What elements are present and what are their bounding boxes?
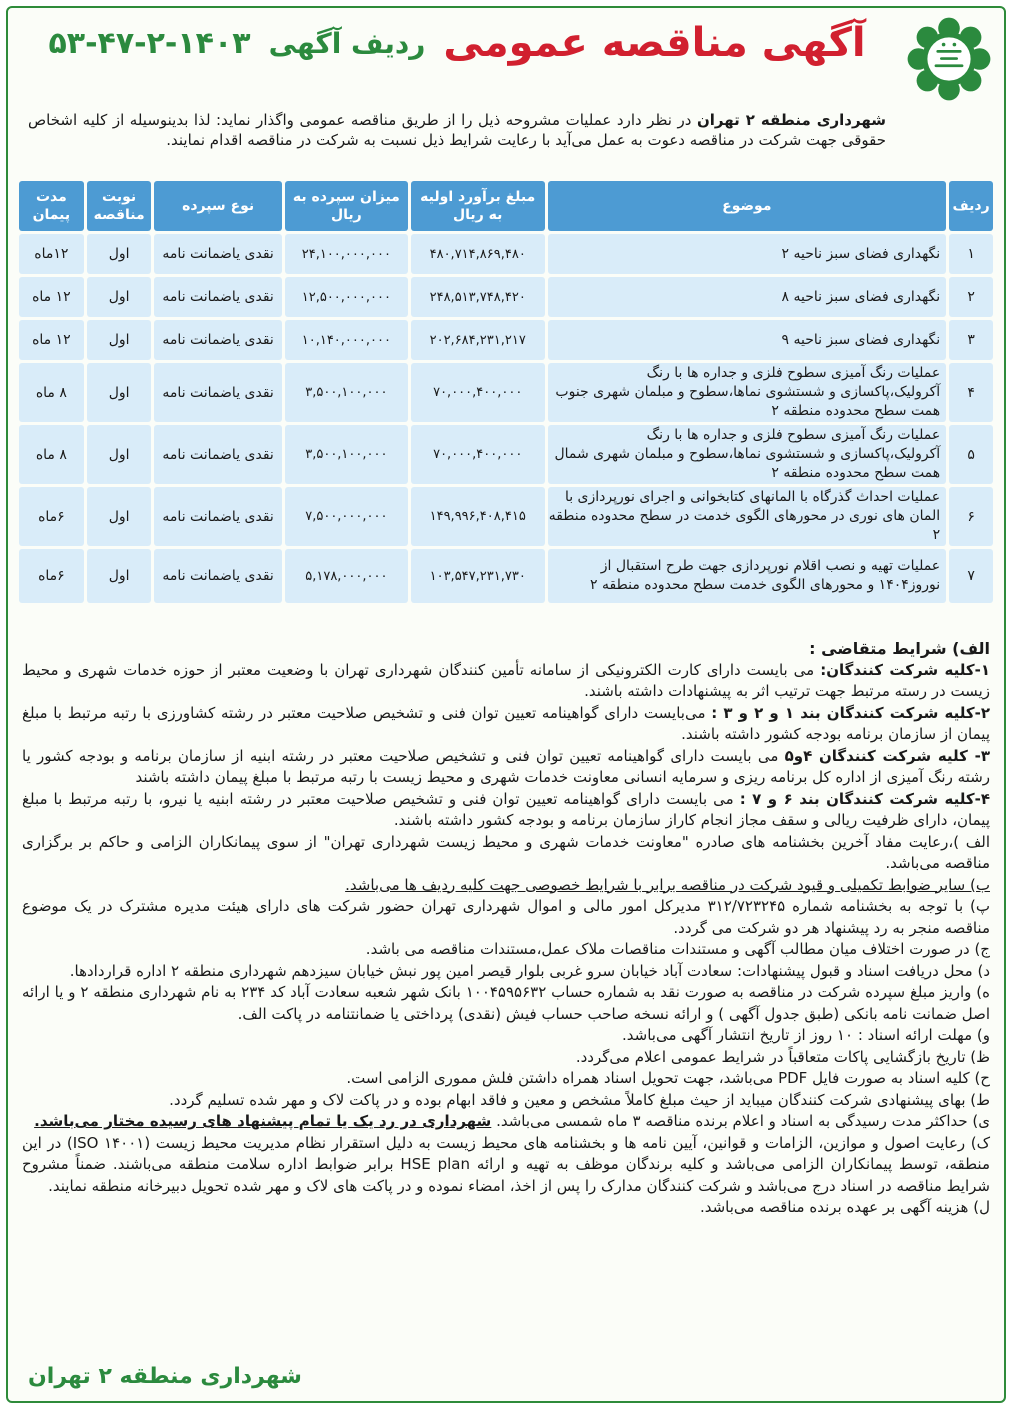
cell-duration: ۶ماه [19,549,84,603]
cell-deposit-amount: ۷,۵۰۰,۰۰۰,۰۰۰ [285,487,408,546]
cell-deposit-type: نقدی یاضمانت نامه [154,425,281,484]
tender-table [16,178,996,606]
notice-title: آگهی مناقصه عمومی [443,20,866,66]
cell-duration: ۱۲ماه [19,234,84,274]
cell-row-no: ۱ [949,234,993,274]
col-header-subject: موضوع [548,181,947,231]
cell-duration: ۸ ماه [19,425,84,484]
cell-subject: عملیات رنگ آمیزی سطوح فلزی و جداره ها با رنگ آکرولیک،پاکسازی و شستشوی نماها،سطوح و مبلمان شهری جنوب همت سطح محدوده منطقه ۲ [548,363,947,422]
ad-row-label: ردیف آگهی [268,26,426,60]
clause-kaf: ک) رعایت اصول و موازین، الزامات و قوانین، آیین نامه ها و بخشنامه های محیط زیست به دلیل استقرار نظام مدیریت محیط زیست (ISO ۱۴۰۰۱) در این منطقه، توسط پیمانکاران الزامی می‌باشد و کلیه برندگان موظف به تهیه و ارائه HSE plan برابر ضوابط اداره سلامت منطقه می‌باشند. ضمناً مشروح شرایط مناقصه در اسناد درج می‌باشد و شرکت کنندگان مدارک را پس از اخذ، امضاء نموده و در پاکت های لاک و مهر شده تحویل دبیرخانه منطقه نمایند. [22,1133,990,1195]
cell-deposit-type: نقدی یاضمانت نامه [154,363,281,422]
cell-subject: نگهداری فضای سبز ناحیه ۲ [548,234,947,274]
intro-org: شهرداری منطقه ۲ تهران [696,111,886,129]
cell-deposit-type: نقدی یاضمانت نامه [154,320,281,360]
condition-4-text: می بایست دارای گواهینامه تعیین توان فنی و تشخیص صلاحیت معتبر در رشته ابنیه یا نیرو، با رتبه مرتبط با مبلغ پیمان، دارای ظرفیت ریالی و سقف مجاز انجام کاراز سازمان برنامه و بودجه کشور داشته باشند. [22,789,990,829]
clause-lam: ل) هزینه آگهی بر عهده برنده مناقصه می‌باشد. [699,1198,990,1216]
cell-subject: عملیات رنگ آمیزی سطوح فلزی و جداره ها با رنگ آکرولیک،پاکسازی و شستشوی نماها،سطوح و مبلمان شهری شمال همت سطح محدوده منطقه ۲ [548,425,947,484]
condition-3-text: می بایست دارای گواهینامه تعیین توان فنی و تشخیص صلاحیت معتبر در رشته ابنیه از سازمان برنامه و بودجه کشور یا رشته رنگ آمیزی از اداره کل برنامه ریزی و سرمایه انسانی معاونت خدمات شهری و محیط زیست با رتبه مرتبط با مبلغ پیمان داشته باشند [22,746,990,786]
table-row [19,425,993,484]
table-row [19,320,993,360]
condition-3-title: ۳- کلیه شرکت کنندگان ۴و۵ [784,746,990,765]
cell-deposit-amount: ۳,۵۰۰,۱۰۰,۰۰۰ [285,425,408,484]
condition-2-title: ۲-کلیه شرکت کنندگان بند ۱ و ۲ و ۳ : [711,703,990,722]
condition-1-title: ۱-کلیه شرکت کنندگان: [820,660,990,679]
col-header-duration: مدت پیمان [19,181,84,231]
table-header-row [19,181,993,231]
cell-duration: ۶ماه [19,487,84,546]
col-header-estimate: مبلغ برآورد اولیه به ریال [411,181,545,231]
cell-row-no: ۵ [949,425,993,484]
condition-1 [22,660,990,703]
clause-pe: پ) با توجه به بخشنامه شماره ۳۱۲/۷۲۳۲۴۵ مدیرکل امور مالی و اموال شهرداری تهران حضور شرکت های دارای هیئت مدیره مشترک در یک موضوع مناقصه منجر به رد پیشنهاد هر دو شرکت می گردد. [22,897,990,937]
tender-table-wrapper [16,178,996,606]
ad-code: ۵۳-۴۷-۲-۱۴۰۳ [48,25,251,61]
table-row [19,363,993,422]
cell-round: اول [87,363,152,422]
cell-deposit-type: نقدی یاضمانت نامه [154,549,281,603]
cell-duration: ۱۲ ماه [19,277,84,317]
condition-1-text: می بایست دارای کارت الکترونیکی از سامانه تأمین کنندگان شهرداری تهران با وضعیت معتبر از حوزه خدمات شهری و محیط زیست در رسته مرتبط جهت ترتیب اثر به پیشنهادات داشته باشند. [22,660,990,700]
cell-duration: ۸ ماه [19,363,84,422]
cell-estimate: ۲۰۲,۶۸۴,۲۳۱,۲۱۷ [411,320,545,360]
tehran-municipality-logo-icon [904,14,994,104]
cell-estimate: ۷۰,۰۰۰,۴۰۰,۰۰۰ [411,363,545,422]
condition-4-title: ۴-کلیه شرکت کنندگان بند ۶ و ۷ : [739,789,990,808]
condition-2 [22,703,990,746]
cell-subject: عملیات تهیه و نصب اقلام نورپردازی جهت طرح استقبال از نوروز۱۴۰۴ و محورهای الگوی خدمت سطح محدوده منطقه ۲ [548,549,947,603]
condition-4 [22,789,990,832]
cell-deposit-amount: ۳,۵۰۰,۱۰۰,۰۰۰ [285,363,408,422]
clause-ye-text: ی) حداکثر مدت رسیدگی به اسناد و اعلام برنده مناقصه ۳ ماه شمسی می‌باشد. [496,1112,990,1130]
table-row [19,234,993,274]
intro-text: در نظر دارد عملیات مشروحه ذیل را از طریق مناقصه عمومی واگذار نماید: لذا بدینوسیله از کلیه اشخاص حقوقی جهت شرکت در مناقصه دعوت به عمل می‌آید با رعایت شرایط ذیل نسبت به شرکت در مناقصه اقدام نمایند. [28,111,886,149]
cell-deposit-type: نقدی یاضمانت نامه [154,277,281,317]
cell-round: اول [87,277,152,317]
clause-jim: ج) در صورت اختلاف میان مطالب آگهی و مستندات مناقصات ملاک عمل،مستندات مناقصه می باشد. [365,940,990,958]
table-row [19,487,993,546]
cell-subject: عملیات احداث گذرگاه با المانهای کتابخوانی و اجرای نورپردازی با المان های نوری در محورهای الگوی خدمت در سطح محدوده منطقه ۲ [548,487,947,546]
cell-estimate: ۱۰۳,۵۴۷,۲۳۱,۷۳۰ [411,549,545,603]
clause-be: ب) سایر ضوابط تکمیلی و قیود شرکت در مناقصه برابر با شرایط خصوصی جهت کلیه ردیف ها می‌باشد. [345,875,990,894]
clause-ye [22,1111,990,1133]
cell-row-no: ۷ [949,549,993,603]
clause-ta: ط) بهای پیشنهادی شرکت کنندگان میباید از حیث مبلغ کاملاً مشخص و معین و فاقد ابهام بوده و در پاکت لاک و مهر شده تسلیم گردد. [169,1090,990,1109]
cell-duration: ۱۲ ماه [19,320,84,360]
tender-notice [6,6,1006,1403]
cell-subject: نگهداری فضای سبز ناحیه ۸ [548,277,947,317]
cell-estimate: ۱۴۹,۹۹۶,۴۰۸,۴۱۵ [411,487,545,546]
clause-alef: الف )،رعایت مفاد آخرین بخشنامه های صادره "معاونت خدمات شهری و محیط زیست شهرداری تهران" از سوی پیمانکاران الزامی و حاکم بر برگزاری مناقصه می‌باشد. [22,832,990,872]
clause-dal: د) محل دریافت اسناد و قبول پیشنهادات: سعادت آباد خیابان سرو غربی بلوار قیصر امین پور نبش خیابان سیزدهم شهرداری منطقه ۲ اداره قراردادها. [69,961,990,980]
cell-round: اول [87,425,152,484]
conditions-section [22,638,990,1219]
clause-vav: و) مهلت ارائه اسناد : ۱۰ روز از تاریخ انتشار آگهی می‌باشد. [622,1026,990,1044]
col-header-deposit-amount: میزان سپرده به ریال [285,181,408,231]
condition-3 [22,746,990,789]
cell-estimate: ۲۴۸,۵۱۳,۷۴۸,۴۲۰ [411,277,545,317]
clause-he: ه) واریز مبلغ سپرده شرکت در مناقصه به صورت نقد به شماره حساب ۱۰۰۴۵۹۵۶۳۲ بانک شهر شعبه سعادت آباد کد ۲۳۴ به نام شهرداری منطقه ۲ و یا ارائه اصل ضمانت نامه بانکی (طبق جدول آگهی ) و ارائه نسخه صاحب حساب فیش (نقدی) پرداختی یا ضمانتنامه در پاکت الف. [22,983,991,1023]
clause-he-jimi: ح) کلیه اسناد به صورت فایل PDF می‌باشد، جهت تحویل اسناد همراه داشتن فلش مموری الزامی است. [346,1069,990,1087]
intro-paragraph [28,110,886,150]
cell-deposit-amount: ۱۲,۵۰۰,۰۰۰,۰۰۰ [285,277,408,317]
clause-ye-bold: شهرداری در رد یک یا تمام پیشنهاد های رسیده مختار می‌باشد. [34,1112,492,1130]
notice-header [8,8,1004,80]
cell-round: اول [87,487,152,546]
condition-2-text: می‌بایست دارای گواهینامه تعیین توان فنی و تشخیص صلاحیت معتبر در رشته کشاورزی با رتبه مرتبط با مبلغ پیمان از سازمان برنامه بودجه کشور داشته باشند. [22,703,990,743]
cell-round: اول [87,234,152,274]
cell-deposit-type: نقدی یاضمانت نامه [154,487,281,546]
cell-estimate: ۴۸۰,۷۱۴,۸۶۹,۴۸۰ [411,234,545,274]
notice-title-bar [28,16,886,70]
clause-za: ظ) تاریخ بازگشایی پاکات متعاقباً در شرایط عمومی اعلام می‌گردد. [575,1047,990,1066]
cell-round: اول [87,320,152,360]
cell-row-no: ۲ [949,277,993,317]
cell-deposit-amount: ۲۴,۱۰۰,۰۰۰,۰۰۰ [285,234,408,274]
cell-subject: نگهداری فضای سبز ناحیه ۹ [548,320,947,360]
cell-deposit-amount: ۱۰,۱۴۰,۰۰۰,۰۰۰ [285,320,408,360]
cell-row-no: ۴ [949,363,993,422]
cell-round: اول [87,549,152,603]
table-row [19,277,993,317]
cell-row-no: ۳ [949,320,993,360]
cell-estimate: ۷۰,۰۰۰,۴۰۰,۰۰۰ [411,425,545,484]
cell-row-no: ۶ [949,487,993,546]
col-header-round: نوبت مناقصه [87,181,152,231]
table-row [19,549,993,603]
conditions-heading: الف) شرایط متقاضی : [809,639,990,658]
cell-deposit-amount: ۵,۱۷۸,۰۰۰,۰۰۰ [285,549,408,603]
col-header-deposit-type: نوع سپرده [154,181,281,231]
cell-deposit-type: نقدی یاضمانت نامه [154,234,281,274]
col-header-row-no: ردیف [949,181,993,231]
footer-signature: شهرداری منطقه ۲ تهران [28,1364,302,1389]
